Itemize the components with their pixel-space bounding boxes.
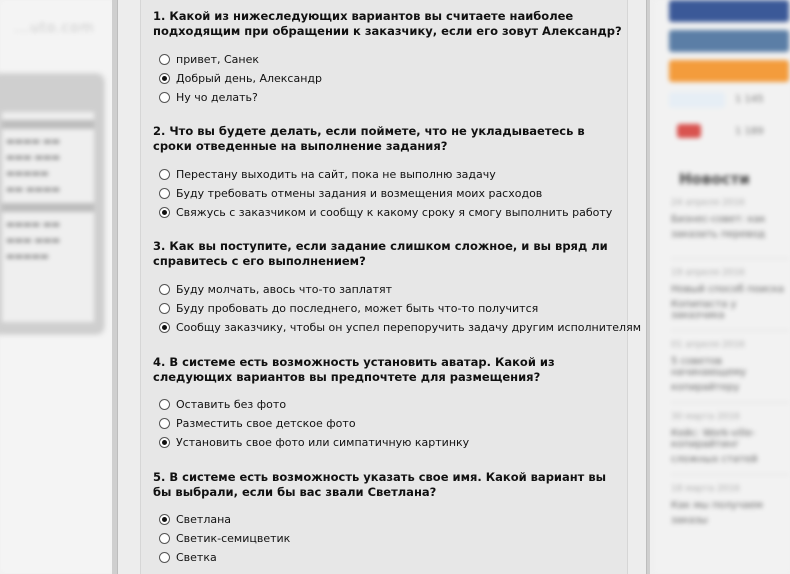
- answer-option[interactable]: [159, 396, 286, 412]
- answer-label[interactable]: Оставить без фото: [176, 397, 287, 411]
- answer-option[interactable]: [159, 300, 538, 316]
- answer-option[interactable]: [159, 51, 259, 67]
- news-date: 24 апреля 2016: [671, 198, 745, 208]
- news-link[interactable]: Новый способ поиска: [671, 284, 785, 295]
- left-menu-line: ▬▬▬▬▬: [6, 252, 49, 262]
- answer-label[interactable]: Ну чо делать?: [176, 90, 258, 104]
- news-link[interactable]: Как мы получаем: [671, 500, 763, 511]
- answer-label[interactable]: Светлана: [176, 512, 232, 526]
- left-menu-line: ▬▬▬▬ ▬▬: [6, 220, 60, 230]
- news-item[interactable]: [671, 268, 789, 321]
- radio-button[interactable]: [159, 73, 170, 84]
- news-item[interactable]: [671, 484, 789, 526]
- answer-label[interactable]: Добрый день, Александр: [176, 71, 322, 85]
- news-item[interactable]: [671, 198, 789, 240]
- question-title: 5. В системе есть возможность указать свое имя. Какой вариант вы бы выбрали, если бы вас звали Светлана?: [153, 470, 607, 499]
- facebook-share-button[interactable]: [669, 0, 789, 22]
- left-menu-bar: [2, 203, 94, 212]
- radio-button[interactable]: [159, 188, 170, 199]
- answer-option[interactable]: [159, 549, 217, 565]
- news-link[interactable]: Бизнес-совет: как: [671, 214, 766, 225]
- answer-option[interactable]: [159, 319, 641, 335]
- answer-label[interactable]: Светка: [176, 550, 217, 564]
- ok-share-button[interactable]: [669, 60, 789, 82]
- news-link[interactable]: заказы: [671, 515, 708, 526]
- left-sidebar: [0, 0, 115, 574]
- question-title: 1. Какой из нижеследующих вариантов вы считаете наиболее подходящим при обращении к заказчику, если его зовут Александр?: [153, 9, 622, 38]
- news-link[interactable]: заказать перевод: [671, 229, 766, 240]
- radio-button[interactable]: [159, 418, 170, 429]
- news-heading: Новости: [679, 170, 750, 188]
- news-link[interactable]: Кейс: Work-ville-копирайтинг: [671, 428, 756, 450]
- news-date: 18 марта 2016: [671, 484, 740, 494]
- divider: [671, 402, 789, 403]
- left-menu-line: ▬▬ ▬▬▬▬: [6, 185, 60, 195]
- answer-label[interactable]: Светик-семицветик: [176, 531, 291, 545]
- answer-label[interactable]: привет, Санек: [176, 52, 259, 66]
- right-sidebar: [655, 0, 790, 574]
- answer-option[interactable]: [159, 70, 322, 86]
- radio-button[interactable]: [159, 54, 170, 65]
- divider: [671, 474, 789, 475]
- question-title: 4. В системе есть возможность установить аватар. Какой из следующих вариантов вы предпочтете для размещения?: [153, 355, 555, 384]
- left-menu-bar: [2, 120, 94, 129]
- question-title: 2. Что вы будете делать, если поймете, что не укладываетесь в сроки отведенные на выполнение задания?: [153, 124, 585, 153]
- tweet-count: 1 145: [735, 94, 764, 105]
- answer-label[interactable]: Сообщу заказчику, чтобы он успел перепоручить задачу другим исполнителям: [176, 320, 642, 334]
- radio-button[interactable]: [159, 169, 170, 180]
- radio-button[interactable]: [159, 533, 170, 544]
- news-date: 30 марта 2016: [671, 412, 740, 422]
- vk-share-button[interactable]: [669, 30, 789, 52]
- news-item[interactable]: [671, 340, 789, 393]
- answer-option[interactable]: [159, 281, 392, 297]
- divider: [671, 330, 789, 331]
- left-menu-list: [2, 112, 94, 322]
- news-date: 19 апреля 2016: [671, 268, 745, 278]
- divider: [671, 258, 789, 259]
- news-link[interactable]: сложных статей: [671, 454, 758, 465]
- answer-option[interactable]: [159, 204, 612, 220]
- answer-option[interactable]: [159, 530, 290, 546]
- left-menu-line: ▬▬▬ ▬▬▬: [6, 153, 60, 163]
- answer-label[interactable]: Установить свое фото или симпатичную картинку: [176, 435, 470, 449]
- gplus-count: 1 189: [735, 126, 764, 137]
- radio-button[interactable]: [159, 207, 170, 218]
- radio-button[interactable]: [159, 399, 170, 410]
- radio-button[interactable]: [159, 437, 170, 448]
- left-menu-line: ▬▬▬ ▬▬▬: [6, 236, 60, 246]
- news-link[interactable]: копирайтеру: [671, 382, 740, 393]
- left-menu-line: ▬▬▬▬ ▬▬: [6, 137, 60, 147]
- answer-option[interactable]: [159, 185, 542, 201]
- question-title: 3. Как вы поступите, если задание слишком сложное, и вы вряд ли справитесь с его выполнением?: [153, 239, 608, 268]
- radio-button[interactable]: [159, 322, 170, 333]
- tweet-button[interactable]: [669, 92, 725, 108]
- answer-option[interactable]: [159, 89, 258, 105]
- news-link[interactable]: 5 советов начинающему: [671, 356, 747, 378]
- answer-option[interactable]: [159, 166, 496, 182]
- radio-button[interactable]: [159, 92, 170, 103]
- answer-label[interactable]: Буду пробовать до последнего, может быть что-то получится: [176, 301, 539, 315]
- answer-label[interactable]: Свяжусь с заказчиком и сообщу к какому сроку я смогу выполнить работу: [176, 205, 613, 219]
- radio-button[interactable]: [159, 514, 170, 525]
- answer-option[interactable]: [159, 434, 469, 450]
- answer-label[interactable]: Буду требовать отмены задания и возмещения моих расходов: [176, 186, 543, 200]
- answer-option[interactable]: [159, 415, 356, 431]
- news-item[interactable]: [671, 412, 789, 465]
- answer-option[interactable]: [159, 511, 231, 527]
- answer-label[interactable]: Перестану выходить на сайт, пока не выполню задачу: [176, 167, 496, 181]
- radio-button[interactable]: [159, 284, 170, 295]
- left-menu-panel: [0, 74, 102, 332]
- news-date: 01 апреля 2016: [671, 340, 745, 350]
- left-menu-line: ▬▬▬▬▬: [6, 169, 49, 179]
- answer-label[interactable]: Разместить свое детское фото: [176, 416, 356, 430]
- radio-button[interactable]: [159, 552, 170, 563]
- answer-label[interactable]: Буду молчать, авось что-то заплатят: [176, 282, 393, 296]
- radio-button[interactable]: [159, 303, 170, 314]
- site-logo[interactable]: ...uto.com: [14, 20, 95, 36]
- gplus-button[interactable]: [677, 124, 701, 138]
- news-link[interactable]: Копипаста у заказчика: [671, 299, 737, 321]
